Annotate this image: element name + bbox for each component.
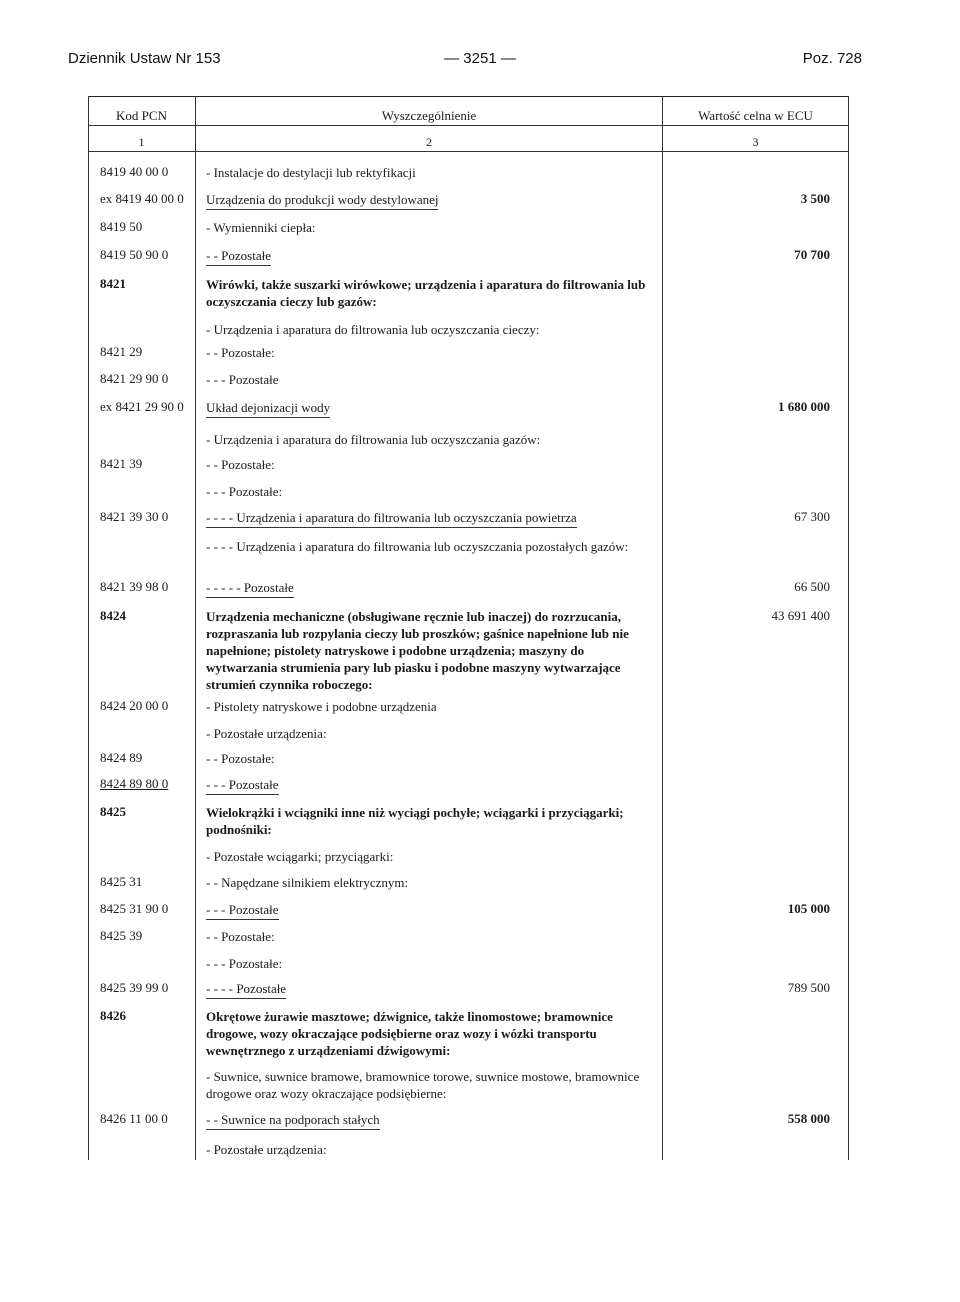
pcn-code: ex 8419 40 00 0 — [100, 191, 184, 206]
pcn-code: 8419 40 00 0 — [100, 164, 169, 179]
pcn-code: 8424 89 — [100, 750, 143, 765]
column-header-code: Kod PCN — [88, 108, 195, 126]
row-description: - - Pozostałe: — [206, 751, 275, 766]
row-description: - - - - Urządzenia i aparatura do filtrowania lub oczyszczania pozostałych gazów: — [206, 539, 629, 554]
pcn-code: 8421 29 — [100, 344, 143, 359]
pcn-code: 8425 31 — [100, 874, 143, 889]
customs-value: 3 500 — [800, 191, 830, 206]
row-description: - - - Pozostałe: — [206, 956, 283, 971]
journal-title: Dziennik Ustaw Nr 153 — [68, 50, 221, 67]
pcn-code: 8425 39 99 0 — [100, 980, 169, 995]
row-description: Układ dejonizacji wody — [206, 399, 656, 418]
pcn-code: 8424 89 80 0 — [100, 776, 169, 791]
row-description: - Urządzenia i aparatura do filtrowania lub oczyszczania cieczy: — [206, 322, 540, 337]
customs-value: 43 691 400 — [771, 608, 830, 623]
customs-value: 789 500 — [787, 980, 830, 995]
row-description: - - Pozostałe: — [206, 929, 275, 944]
pcn-code: 8421 39 98 0 — [100, 579, 169, 594]
row-description: - - Pozostałe — [206, 247, 656, 266]
row-description: Urządzenia mechaniczne (obsługiwane ręcznie lub inaczej) do rozrzucania, rozpraszania lub rozpylania cieczy lub proszków; gaśnice napełnione lub nie napełnione; pistolety natryskowe i podobne urządzenia; maszyny do wytwarzania strumienia pary lub piasku i podobne maszyny wytwarzające strumień czynnika roboczego: — [206, 609, 629, 692]
pcn-code: 8425 39 — [100, 928, 143, 943]
pcn-code: 8426 11 00 0 — [100, 1111, 168, 1126]
row-description: - Instalacje do destylacji lub rektyfikacji — [206, 165, 416, 180]
row-description: - - - Pozostałe — [206, 372, 279, 387]
row-description: - Pozostałe urządzenia: — [206, 1142, 327, 1157]
row-description: - Pozostałe urządzenia: — [206, 726, 327, 741]
row-description: - - Pozostałe: — [206, 345, 275, 360]
row-description: - - Pozostałe: — [206, 457, 275, 472]
pcn-code: 8419 50 — [100, 219, 143, 234]
row-description: - Pistolety natryskowe i podobne urządzenia — [206, 699, 437, 714]
row-description: - - - - Urządzenia i aparatura do filtrowania lub oczyszczania powietrza — [206, 509, 656, 528]
row-description: Wirówki, także suszarki wirówkowe; urządzenia i aparatura do filtrowania lub oczyszczania cieczy lub gazów: — [206, 277, 646, 309]
pcn-code: 8424 20 00 0 — [100, 698, 169, 713]
table-right-border — [848, 96, 849, 1160]
position-number: Poz. 728 — [802, 50, 862, 67]
row-description: Wielokrążki i wciągniki inne niż wyciągi pochyłe; wciągarki i przyciągarki; podnośniki: — [206, 805, 624, 837]
row-description: - - - Pozostałe: — [206, 484, 283, 499]
row-description: - - Suwnice na podporach stałych — [206, 1111, 656, 1130]
row-description: - Wymienniki ciepła: — [206, 220, 316, 235]
row-description: - Pozostałe wciągarki; przyciągarki: — [206, 849, 394, 864]
page-number: — 3251 — — [444, 50, 516, 67]
row-description: - - - - Pozostałe — [206, 980, 656, 999]
column-number: 2 — [426, 135, 432, 149]
customs-value: 67 300 — [794, 509, 830, 524]
customs-value: 1 680 000 — [778, 399, 830, 414]
customs-value: 66 500 — [794, 579, 830, 594]
row-description: - - - - - Pozostałe — [206, 579, 656, 598]
pcn-code: 8419 50 90 0 — [100, 247, 169, 262]
column-number: 1 — [138, 135, 145, 149]
pcn-code: 8421 39 — [100, 456, 143, 471]
row-description: - - - Pozostałe — [206, 776, 656, 795]
customs-value: 70 700 — [794, 247, 830, 262]
customs-value: 558 000 — [787, 1111, 830, 1126]
row-description: - Urządzenia i aparatura do filtrowania lub oczyszczania gazów: — [206, 432, 541, 447]
table-top-border — [88, 96, 848, 97]
header-divider — [88, 151, 848, 152]
column-divider — [195, 96, 196, 1160]
column-divider — [662, 96, 663, 1160]
column-header-value: Wartość celna w ECU — [663, 108, 848, 126]
pcn-code: 8426 — [100, 1008, 126, 1023]
pcn-code: 8424 — [100, 608, 126, 623]
table-left-border — [88, 96, 89, 1160]
column-number: 3 — [752, 135, 759, 149]
row-description: - Suwnice, suwnice bramowe, bramownice torowe, suwnice mostowe, bramownice drogowe oraz wozy okraczające podsiębierne: — [206, 1069, 640, 1101]
row-description: - - Napędzane silnikiem elektrycznym: — [206, 875, 409, 890]
row-description: - - - Pozostałe — [206, 901, 656, 920]
pcn-code: 8421 39 30 0 — [100, 509, 169, 524]
pcn-code: ex 8421 29 90 0 — [100, 399, 184, 414]
pcn-code: 8421 29 90 0 — [100, 371, 169, 386]
pcn-code: 8425 — [100, 804, 126, 819]
customs-value: 105 000 — [787, 901, 830, 916]
pcn-code: 8425 31 90 0 — [100, 901, 169, 916]
row-description: Urządzenia do produkcji wody destylowanej — [206, 191, 656, 210]
pcn-code: 8421 — [100, 276, 126, 291]
row-description: Okrętowe żurawie masztowe; dźwignice, także linomostowe; bramownice drogowe, wozy okraczające podsiębierne oraz wozy i wózki transportu wewnętrznego z urządzeniami dźwigowymi: — [206, 1009, 613, 1058]
column-header-description: Wyszczególnienie — [196, 108, 662, 126]
